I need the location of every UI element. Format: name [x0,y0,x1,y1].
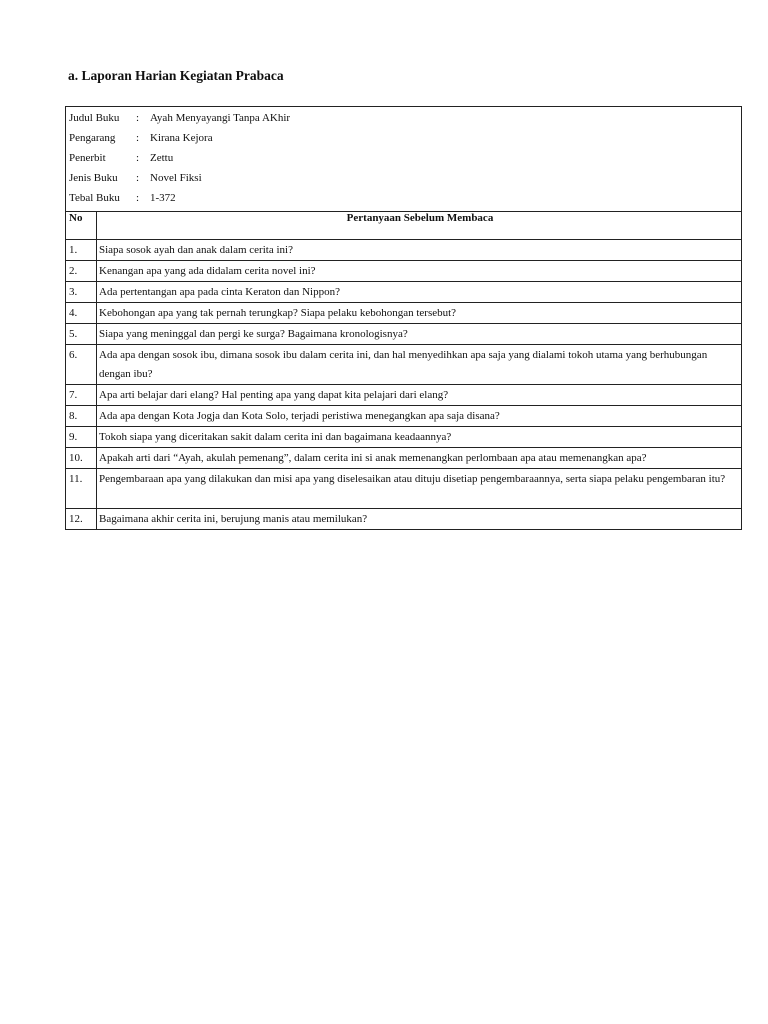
document-title: a. Laporan Harian Kegiatan Prabaca [68,68,284,83]
question-text: Pengembaraan apa yang dilakukan dan misi apa yang diselesaikan atau dituju disetiap pengembaraannya, serta siapa pelaku pengembaran itu? [97,469,742,509]
question-number: 10. [66,448,97,469]
table-row [66,385,742,406]
info-value: Zettu [150,152,174,164]
book-info-row [66,107,742,212]
table-row [66,345,742,385]
info-separator: : [136,172,140,184]
table-row [66,282,742,303]
info-label: Penerbit [69,152,106,164]
question-text: Apakah arti dari “Ayah, akulah pemenang”, dalam cerita ini si anak memenangkan perlombaan apa atau memenangkan apa? [97,448,742,469]
book-type-row [69,168,738,188]
question-number: 3. [66,282,97,303]
question-text: Ada pertentangan apa pada cinta Keraton dan Nippon? [97,282,742,303]
question-text: Bagaimana akhir cerita ini, berujung manis atau memilukan? [97,509,742,530]
question-number: 2. [66,261,97,282]
book-title-row [69,108,738,128]
question-text: Siapa yang meninggal dan pergi ke surga? Bagaimana kronologisnya? [97,324,742,345]
question-number: 5. [66,324,97,345]
question-text: Kenangan apa yang ada didalam cerita novel ini? [97,261,742,282]
question-number: 1. [66,240,97,261]
info-value: 1-372 [150,192,176,204]
info-label: Tebal Buku [69,192,120,204]
table-row [66,324,742,345]
question-text: Ada apa dengan Kota Jogja dan Kota Solo, terjadi peristiwa menegangkan apa saja disana? [97,406,742,427]
table-row [66,427,742,448]
report-table [65,106,742,530]
question-number: 12. [66,509,97,530]
question-text: Ada apa dengan sosok ibu, dimana sosok ibu dalam cerita ini, dan hal menyedihkan apa saja yang dialami tokoh utama yang berhubungan dengan ibu? [97,345,742,385]
book-info-cell [66,107,742,212]
table-row [66,406,742,427]
publisher-row [69,148,738,168]
column-header-question: Pertanyaan Sebelum Membaca [97,212,742,240]
question-number: 9. [66,427,97,448]
table-header-row [66,212,742,240]
info-value: Novel Fiksi [150,172,202,184]
info-separator: : [136,192,140,204]
info-label: Judul Buku [69,112,120,124]
question-text: Siapa sosok ayah dan anak dalam cerita ini? [97,240,742,261]
page-count-row [69,188,738,208]
table-row [66,240,742,261]
question-number: 8. [66,406,97,427]
author-row [69,128,738,148]
table-row [66,303,742,324]
column-header-no: No [66,212,97,240]
info-value: Kirana Kejora [150,132,213,144]
info-separator: : [136,132,140,144]
question-text: Apa arti belajar dari elang? Hal penting apa yang dapat kita pelajari dari elang? [97,385,742,406]
info-label: Jenis Buku [69,172,118,184]
question-text: Tokoh siapa yang diceritakan sakit dalam cerita ini dan bagaimana keadaannya? [97,427,742,448]
info-label: Pengarang [69,132,116,144]
question-number: 4. [66,303,97,324]
question-number: 6. [66,345,97,385]
table-row [66,469,742,509]
info-separator: : [136,112,140,124]
question-number: 7. [66,385,97,406]
table-row [66,261,742,282]
question-text: Kebohongan apa yang tak pernah terungkap? Siapa pelaku kebohongan tersebut? [97,303,742,324]
table-row [66,509,742,530]
question-number: 11. [66,469,97,509]
info-value: Ayah Menyayangi Tanpa AKhir [150,112,291,124]
table-row [66,448,742,469]
info-separator: : [136,152,140,164]
